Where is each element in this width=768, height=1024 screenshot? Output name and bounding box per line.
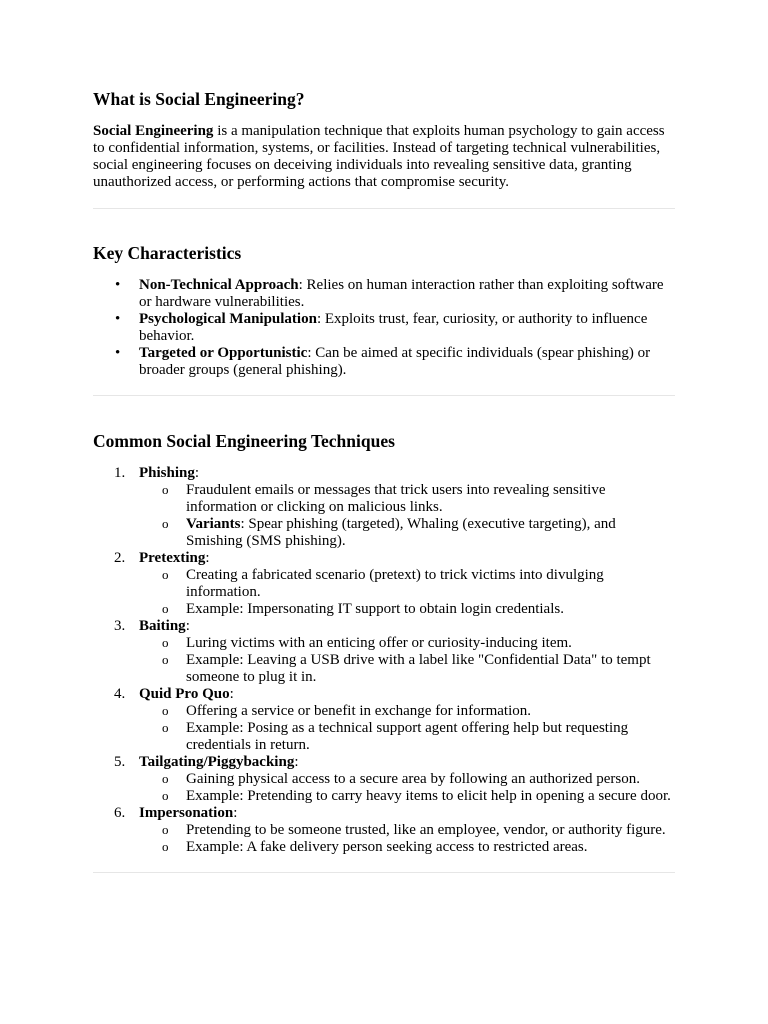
sub-list-item	[162, 516, 675, 550]
technique-points	[139, 771, 675, 805]
circle-bullet-icon: o	[162, 703, 169, 718]
item-text: : Relies on human interaction rather than exploiting software or hardware vulnerabilities.	[139, 277, 664, 310]
colon: :	[185, 618, 190, 634]
item-number: 5.	[114, 754, 126, 770]
sub-list-item	[162, 703, 675, 720]
point-text: : Spear phishing (targeted), Whaling (executive targeting), and Smishing (SMS phishing).	[186, 516, 616, 549]
point-text: Offering a service or benefit in exchange for information.	[186, 703, 531, 719]
circle-bullet-icon: o	[162, 771, 169, 786]
point-text: Fraudulent emails or messages that trick users into revealing sensitive information or clicking on malicious links.	[186, 482, 606, 515]
sub-list-item	[162, 822, 675, 839]
item-number: 2.	[114, 550, 126, 566]
item-text: : Can be aimed at specific individuals (spear phishing) or broader groups (general phishing).	[139, 345, 651, 378]
point-text: Example: Posing as a technical support agent offering help but requesting credentials in return.	[186, 720, 629, 753]
sub-list-item	[162, 635, 675, 652]
technique-name: Quid Pro Quo	[139, 686, 230, 702]
section-key-characteristics	[93, 243, 675, 396]
item-number: 6.	[114, 805, 126, 821]
item-term: Psychological Manipulation	[139, 311, 317, 327]
circle-bullet-icon: o	[162, 822, 169, 837]
sub-list-item	[162, 839, 675, 856]
point-text: Example: Impersonating IT support to obtain login credentials.	[186, 601, 564, 617]
technique-name: Impersonation	[139, 805, 234, 821]
sub-list-item	[162, 567, 675, 601]
technique-item-phishing	[114, 465, 675, 550]
circle-bullet-icon: o	[162, 839, 169, 854]
technique-item-pretexting	[114, 550, 675, 618]
technique-points	[139, 822, 675, 856]
document-content	[93, 89, 675, 873]
section-common-techniques	[93, 431, 675, 873]
sub-list-item	[162, 601, 675, 618]
sub-list-item	[162, 652, 675, 686]
colon: :	[233, 805, 238, 821]
section-title: Key Characteristics	[93, 243, 242, 263]
point-text: Luring victims with an enticing offer or curiosity-inducing item.	[186, 635, 572, 651]
list-item	[115, 277, 675, 311]
item-number: 3.	[114, 618, 126, 634]
point-term: Variants	[186, 516, 241, 532]
colon: :	[229, 686, 234, 702]
item-number: 1.	[114, 465, 126, 481]
point-text: Creating a fabricated scenario (pretext) to trick victims into divulging information.	[186, 567, 604, 600]
point-text: Example: Leaving a USB drive with a label like "Confidential Data" to tempt someone to plug it in.	[186, 652, 651, 685]
item-text: : Exploits trust, fear, curiosity, or authority to influence behavior.	[139, 311, 648, 344]
circle-bullet-icon: o	[162, 635, 169, 650]
point-text: Gaining physical access to a secure area by following an authorized person.	[186, 771, 640, 787]
item-term: Non-Technical Approach	[139, 277, 299, 293]
bullet-icon: •	[115, 277, 121, 293]
technique-name: Tailgating/Piggybacking	[139, 754, 295, 770]
list-item	[115, 345, 675, 379]
sub-list-item	[162, 482, 675, 516]
circle-bullet-icon: o	[162, 516, 169, 531]
colon: :	[194, 465, 200, 481]
section-title: What is Social Engineering?	[93, 89, 305, 109]
circle-bullet-icon: o	[162, 482, 169, 497]
technique-name: Pretexting	[139, 550, 206, 566]
point-text: Example: Pretending to carry heavy items to elicit help in opening a secure door.	[186, 788, 671, 804]
sub-list-item	[162, 788, 675, 805]
point-text: Example: A fake delivery person seeking access to restricted areas.	[186, 839, 588, 855]
technique-item-baiting	[114, 618, 675, 686]
sub-list-item	[162, 720, 675, 754]
techniques-list	[93, 465, 675, 856]
technique-name: Baiting	[139, 618, 186, 634]
technique-item-impersonation	[114, 805, 675, 856]
circle-bullet-icon: o	[162, 720, 169, 735]
list-item	[115, 311, 675, 345]
section-what-is-social-engineering	[93, 89, 675, 209]
item-term: Targeted or Opportunistic	[139, 345, 308, 361]
bullet-icon: •	[115, 311, 121, 327]
item-number: 4.	[114, 686, 126, 702]
intro-term: Social Engineering	[93, 123, 214, 139]
colon: :	[205, 550, 210, 566]
section-divider	[93, 872, 675, 873]
circle-bullet-icon: o	[162, 652, 169, 667]
section-divider	[93, 395, 675, 396]
characteristics-list	[93, 277, 675, 379]
technique-points	[139, 482, 675, 550]
circle-bullet-icon: o	[162, 788, 169, 803]
section-divider	[93, 208, 675, 209]
technique-points	[139, 567, 675, 618]
sub-list-item	[162, 771, 675, 788]
technique-points	[139, 635, 675, 686]
section-title: Common Social Engineering Techniques	[93, 431, 395, 451]
technique-points	[139, 703, 675, 754]
colon: :	[294, 754, 299, 770]
circle-bullet-icon: o	[162, 567, 169, 582]
circle-bullet-icon: o	[162, 601, 169, 616]
technique-item-quid-pro-quo	[114, 686, 675, 754]
technique-name: Phishing	[139, 465, 195, 481]
bullet-icon: •	[115, 345, 121, 361]
intro-paragraph	[93, 123, 675, 191]
technique-item-tailgating	[114, 754, 675, 805]
point-text: Pretending to be someone trusted, like an employee, vendor, or authority figure.	[186, 822, 666, 838]
intro-text: is a manipulation technique that exploits human psychology to gain access to confidential information, systems, or facilities. Instead of targeting technical vulnerabilities, social engineering focuses on deceiving individuals into revealing sensitive data, granting unauthorized access, or performing actions that compromise security.	[93, 123, 665, 190]
